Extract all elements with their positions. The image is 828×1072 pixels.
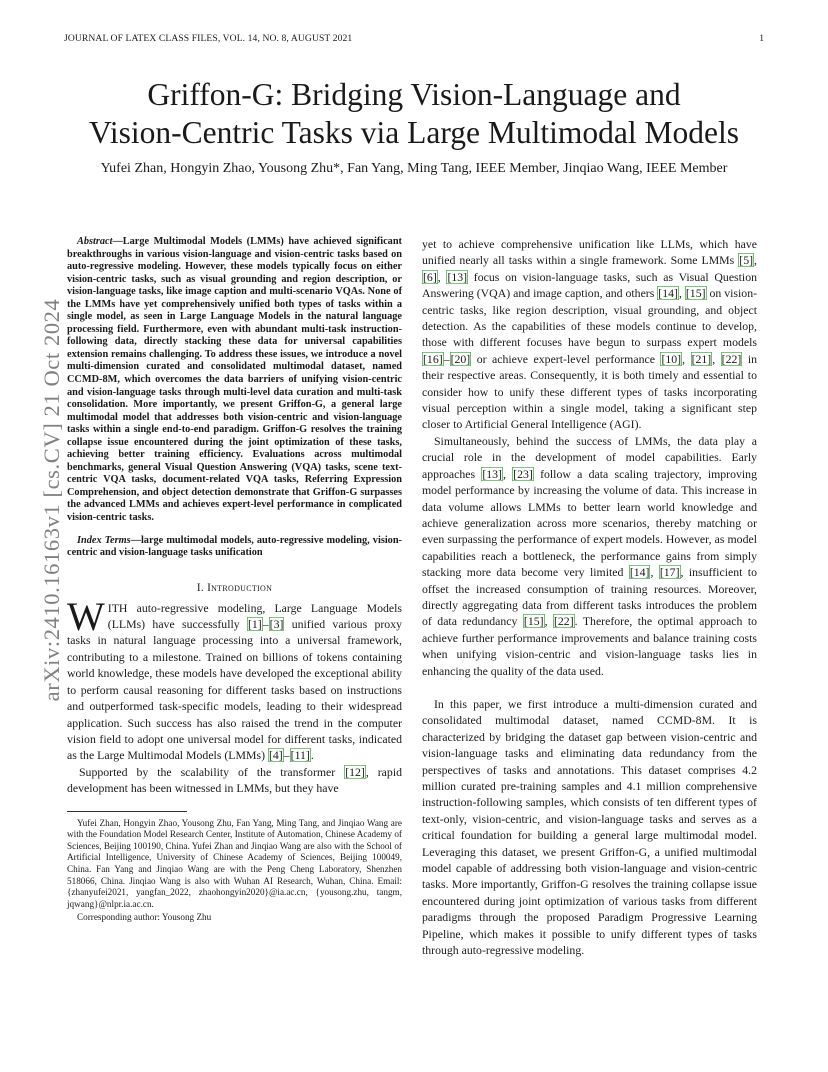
page-number: 1 xyxy=(759,33,764,44)
right-column xyxy=(422,236,757,958)
author-list: Yufei Zhan, Hongyin Zhao, Yousong Zhu*, Fan Yang, Ming Tang, IEEE Member, Jinqiao Wang, IEEE Member xyxy=(100,161,728,176)
citation-link[interactable]: [13] xyxy=(482,466,502,481)
body-text: . xyxy=(310,748,314,763)
body-text: yet to achieve comprehensive unification like LLMs, which have unified nearly all tasks within a single framework. Some LMMs xyxy=(422,237,757,268)
intro-paragraph-2 xyxy=(67,764,402,797)
body-text: , xyxy=(754,253,757,268)
left-column xyxy=(67,236,402,924)
body-text: focus on vision-language tasks, such as Visual Question Answering (VQA) and image caption, and others xyxy=(422,269,757,301)
body-text: in their respective areas. Consequently, it is both timely and essential to consider how to unify these different types of tasks incorporating visual perception within a single model, taking a significant step closer to Artificial General Intelligence (AGI). xyxy=(422,351,757,432)
abstract-label: Abstract xyxy=(77,236,113,247)
body-text: , xyxy=(712,351,721,366)
citation-link[interactable]: [15] xyxy=(523,614,544,629)
citation-link[interactable]: [3] xyxy=(269,617,284,632)
citation-link[interactable]: [20] xyxy=(450,351,471,366)
index-terms xyxy=(67,535,402,560)
section-title: Introduction xyxy=(207,581,273,594)
citation-link[interactable]: [10] xyxy=(661,351,682,366)
footnote-rule xyxy=(67,811,187,812)
citation-link[interactable]: [17] xyxy=(659,565,680,580)
body-text: , insufficient to offset the increased consumption of training resources. Moreover, directly aggregating data from different tasks introduces the problem of data redundancy xyxy=(422,565,757,629)
title-line-1: Griffon-G: Bridging Vision-Language and xyxy=(147,77,681,112)
body-text: , rapid development has been witnessed in LMMs, but they have xyxy=(67,764,402,796)
section-heading-introduction xyxy=(67,582,402,594)
citation-link[interactable]: [16] xyxy=(423,351,443,366)
paper-title xyxy=(40,76,788,152)
abstract-text: —Large Multimodal Models (LMMs) have achieved significant breakthroughs in various vision-language and vision-centric tasks based on auto-regressive modeling. However, these models typically focus on either vision-centric tasks, such as visual grounding and region description, or vision-language tasks, like image caption and multi-scenario VQAs. None of the LMMs have yet comprehensively unified both types of tasks within a single model, as seen in Large Language Models in the natural language processing field. Furthermore, even with abundant multi-task instruction-following data, directly stacking these data for universal capabilities extension remains challenging. To address these issues, we introduce a novel multi-dimension curated and consolidated multimodal dataset, named CCMD-8M, which overcomes the data barriers of unifying vision-centric and vision-language tasks through multi-level data curation and multi-task consolidation. More importantly, we present Griffon-G, a general large multimodal model that addresses both vision-centric and vision-language tasks within a single end-to-end paradigm. Griffon-G resolves the training collapse issue encountered during the joint optimization of these tasks, achieving better training efficiency. Evaluations across multimodal benchmarks, general Visual Question Answering (VQA) tasks, scene text-centric VQA tasks, document-related VQA tasks, Referring Expression Comprehension, and object detection demonstrate that Griffon-G surpasses the advanced LMMs and achieves expert-level performance in complicated vision-centric tasks. xyxy=(67,236,402,524)
body-text: , xyxy=(544,614,553,629)
body-text: , xyxy=(650,565,659,580)
title-line-2: Vision-Centric Tasks via Large Multimodal Models xyxy=(88,115,740,150)
body-text: follow a data scaling trajectory, improving model performance by increasing the volume of data. This increase in data volume allows LMMs to better learn world knowledge and achieve generalization across more scenarios, thereby matching or even surpassing the performance of expert models. However, as model capabilities reach a bottleneck, the performance gains from simply stacking more data become very limited xyxy=(422,466,757,580)
citation-link[interactable]: [1] xyxy=(247,617,262,632)
body-text: unified various proxy tasks in natural language processing into a universal framework, contributing to a milestone. Trained on billions of tokens containing world knowledge, these models have developed the exceptional ability to perform causal reasoning for different tasks based on instructions and outperformed task-specific models, leading to their widespread application. Such success has also raised the trend in the computer vision field to adopt one universal model for different tasks, indicated as the Large Multimodal Models (LMMs) xyxy=(67,617,402,763)
footnote-corresponding: Corresponding author: Yousong Zhu xyxy=(77,912,212,923)
index-terms-label: Index Terms xyxy=(77,534,131,546)
citation-link[interactable]: [11] xyxy=(290,748,310,763)
citation-link[interactable]: [4] xyxy=(268,748,283,763)
footnote-affiliations: Yufei Zhan, Hongyin Zhao, Yousong Zhu, Fan Yang, Ming Tang, and Jinqiao Wang are with the Foundation Model Research Center, Institute of Automation, Chinese Academy of Sciences, Beijing 100190, China. Yufei Zhan and Jinqiao Wang are also with the School of Artificial Intelligence, University of Chinese Academy of Sciences, Beijing 100049, China. Fan Yang and Jinqiao Wang are with the Peng Cheng Laboratory, Shenzhen 518066, China. Jinqiao Wang is also with Wuhan AI Research, Wuhan, China. Email: {zhanyufei2021, yangfan_2022, zhaohongyin2020}@ia.ac.cn, {yousong.zhu, tangm, jqwang}@nlpr.ia.ac.cn. xyxy=(67,817,402,909)
citation-link[interactable]: [14] xyxy=(658,286,678,301)
citation-link[interactable]: [21] xyxy=(691,351,712,366)
body-text: – xyxy=(443,351,450,366)
citation-link[interactable]: [14] xyxy=(629,565,650,580)
arxiv-stamp: arXiv:2410.16163v1 [cs.CV] 21 Oct 2024 xyxy=(39,298,64,702)
citation-link[interactable]: [6] xyxy=(423,269,437,284)
citation-link[interactable]: [23] xyxy=(513,466,533,481)
body-text: , xyxy=(678,286,685,301)
citation-link[interactable]: [12] xyxy=(345,764,365,779)
body-text: . Therefore, the optimal approach to achieve further performance improvements and balance training costs when unifying vision-centric and vision-language tasks lies in enhancing the quality of the data used. xyxy=(422,614,757,678)
citation-link[interactable]: [15] xyxy=(685,286,706,301)
index-terms-text: —large multimodal models, auto-regressive modeling, vision-centric and vision-language tasks unification xyxy=(67,534,402,559)
body-text: Simultaneously, behind the success of LMMs, the data play a crucial role in the development of model capabilities. Early approaches xyxy=(422,433,757,481)
body-text: , xyxy=(682,351,691,366)
body-text: ITH auto-regressive modeling, Large Language Models (LLMs) have successfully xyxy=(107,600,402,632)
section-numeral: I. xyxy=(196,581,208,594)
right-paragraph-3: In this paper, we first introduce a multi-dimension curated and consolidated multimodal dataset, named CCMD-8M. It is characterized by bridging the dataset gap between vision-centric and vision-language tasks and eliminating data redundancy from the perspectives of tasks and annotations. This dataset comprises 4.2 million curated pre-training samples and 4.1 million comprehensive instruction-following samples, which consists of ten different types of text-only, vision-centric, and vision-language tasks and serves as a critical foundation for building a general large multimodal model. Leveraging this dataset, we present Griffon-G, a unified multimodal model capable of addressing both vision-language and vision-centric tasks. More importantly, Griffon-G resolves the training collapse issue encountered during joint optimization of various tasks from different paradigms through the proposed Paradigm Progressive Learning Pipeline, which makes it possible to unify different types of tasks through auto-regressive modeling. xyxy=(422,696,757,958)
body-text: , xyxy=(502,466,513,481)
body-text: or achieve expert-level performance xyxy=(471,351,661,366)
citation-link[interactable]: [22] xyxy=(721,351,742,366)
citation-link[interactable]: [13] xyxy=(447,269,468,284)
running-header: JOURNAL OF LATEX CLASS FILES, VOL. 14, NO. 8, AUGUST 2021 xyxy=(64,33,353,44)
citation-link[interactable]: [22] xyxy=(553,614,574,629)
body-text: Supported by the scalability of the transformer xyxy=(79,764,345,779)
body-text: – xyxy=(283,748,290,763)
body-text: , xyxy=(437,269,447,284)
citation-link[interactable]: [5] xyxy=(739,253,754,268)
body-text: on vision-centric tasks, like region description, visual grounding, and object detection. As the capabilities of these models continue to develop, those with different focuses have begun to surpass expert models xyxy=(422,286,758,350)
abstract xyxy=(67,236,402,525)
body-text: – xyxy=(262,617,269,632)
drop-cap: W xyxy=(67,593,105,639)
intro-paragraph-1 xyxy=(67,593,402,764)
right-paragraph-1 xyxy=(422,236,757,433)
paragraph-gap xyxy=(422,679,757,696)
right-paragraph-2 xyxy=(422,433,757,679)
